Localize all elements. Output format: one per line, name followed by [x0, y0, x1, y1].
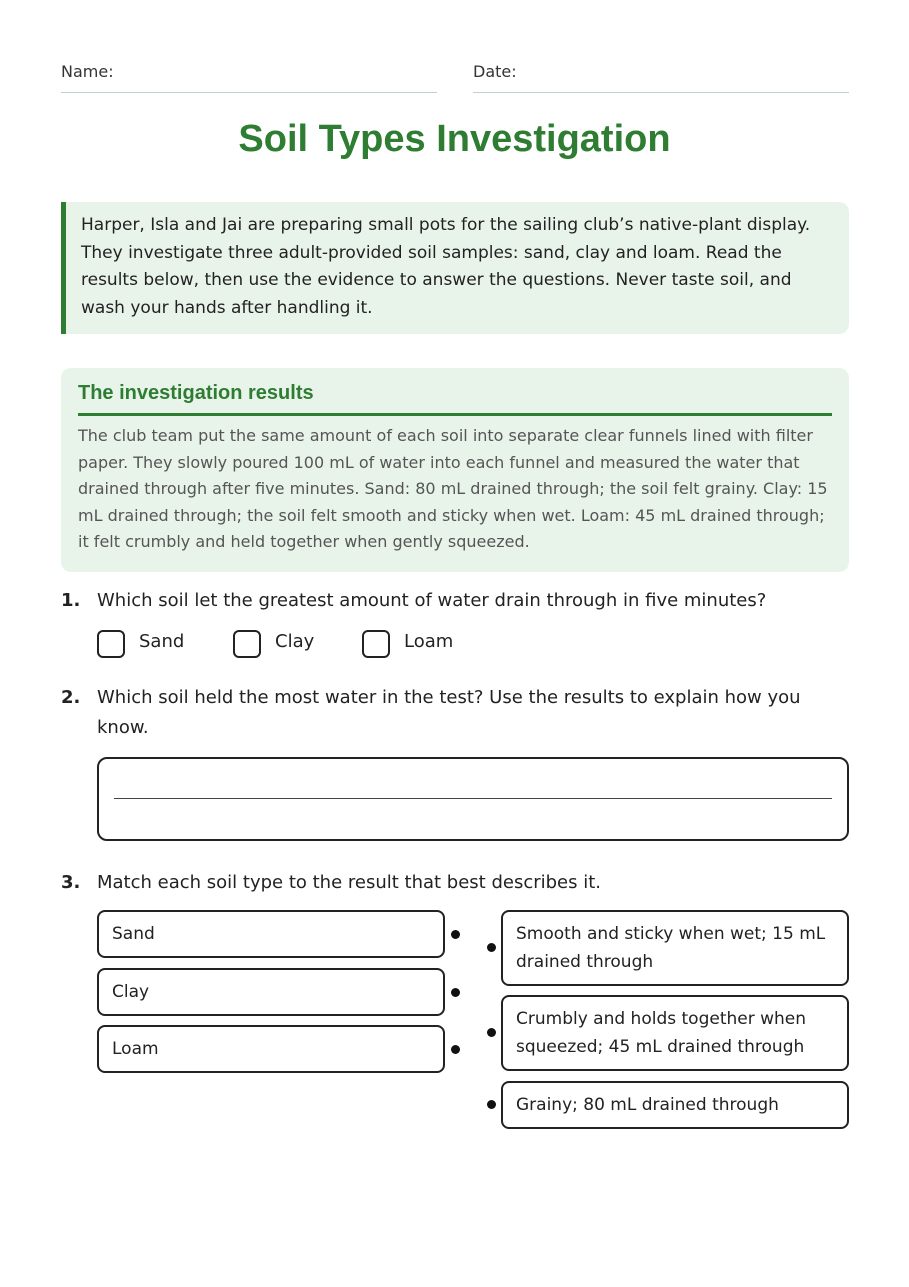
- results-body: The club team put the same amount of each soil into separate clear funnels lined with filter paper. They slowly poured 100 mL of water into each funnel and measured the water that drained through after five minutes. Sand: 80 mL drained through; the soil felt grainy. Clay: 15 mL drained through; the soil felt smooth and sticky when wet. Loam: 45 mL drained through; it felt crumbly and held together when gently squeezed.: [78, 426, 828, 551]
- question-number: 2.: [61, 687, 81, 708]
- match-description: Smooth and sticky when wet; 15 mL drained through: [516, 924, 826, 972]
- question-text: Match each soil type to the result that best describes it.: [97, 872, 602, 893]
- date-label: Date:: [473, 62, 517, 81]
- name-field[interactable]: [61, 62, 437, 93]
- match-dot-right[interactable]: [487, 1100, 496, 1109]
- match-left-loam[interactable]: [97, 1025, 445, 1073]
- name-label: Name:: [61, 62, 114, 81]
- match-description: Grainy; 80 mL drained through: [516, 1095, 779, 1115]
- match-dot-left[interactable]: [451, 988, 460, 997]
- match-dot-left[interactable]: [451, 1045, 460, 1054]
- match-right-description[interactable]: [501, 910, 849, 986]
- answer-box[interactable]: [97, 757, 849, 841]
- option-label: Loam: [404, 631, 454, 652]
- intro-panel: Harper, Isla and Jai are preparing small pots for the sailing club’s native-plant display. They investigate three adult-provided soil samples: sand, clay and loam. Read the results below, then use the evidence to answer the questions. Never taste soil, and wash your hands after handling it.: [61, 202, 849, 334]
- match-right-description[interactable]: [501, 995, 849, 1071]
- results-heading: The investigation results: [78, 382, 832, 416]
- match-left-sand[interactable]: [97, 910, 445, 958]
- option-label: Clay: [275, 631, 315, 652]
- match-dot-right[interactable]: [487, 1028, 496, 1037]
- question-number: 3.: [61, 872, 81, 893]
- option-label: Sand: [139, 631, 185, 652]
- checkbox[interactable]: [362, 630, 390, 658]
- match-description: Crumbly and holds together when squeezed; 45 mL drained through: [516, 1009, 807, 1057]
- match-label: Sand: [112, 924, 155, 944]
- match-dot-right[interactable]: [487, 943, 496, 952]
- match-right-description[interactable]: [501, 1081, 849, 1129]
- question-3: [61, 868, 849, 898]
- answer-line: [114, 798, 832, 799]
- question-text: Which soil let the greatest amount of water drain through in five minutes?: [97, 590, 767, 611]
- page-title: Soil Types Investigation: [238, 118, 671, 160]
- results-panel: [61, 368, 849, 572]
- question-number: 1.: [61, 590, 81, 611]
- question-2: [61, 683, 849, 743]
- match-dot-left[interactable]: [451, 930, 460, 939]
- checkbox[interactable]: [233, 630, 261, 658]
- match-label: Clay: [112, 982, 150, 1002]
- question-1: [61, 586, 849, 616]
- match-label: Loam: [112, 1039, 159, 1059]
- question-text: Which soil held the most water in the test? Use the results to explain how you know.: [97, 687, 801, 738]
- checkbox[interactable]: [97, 630, 125, 658]
- match-left-clay[interactable]: [97, 968, 445, 1016]
- date-field[interactable]: [473, 62, 849, 93]
